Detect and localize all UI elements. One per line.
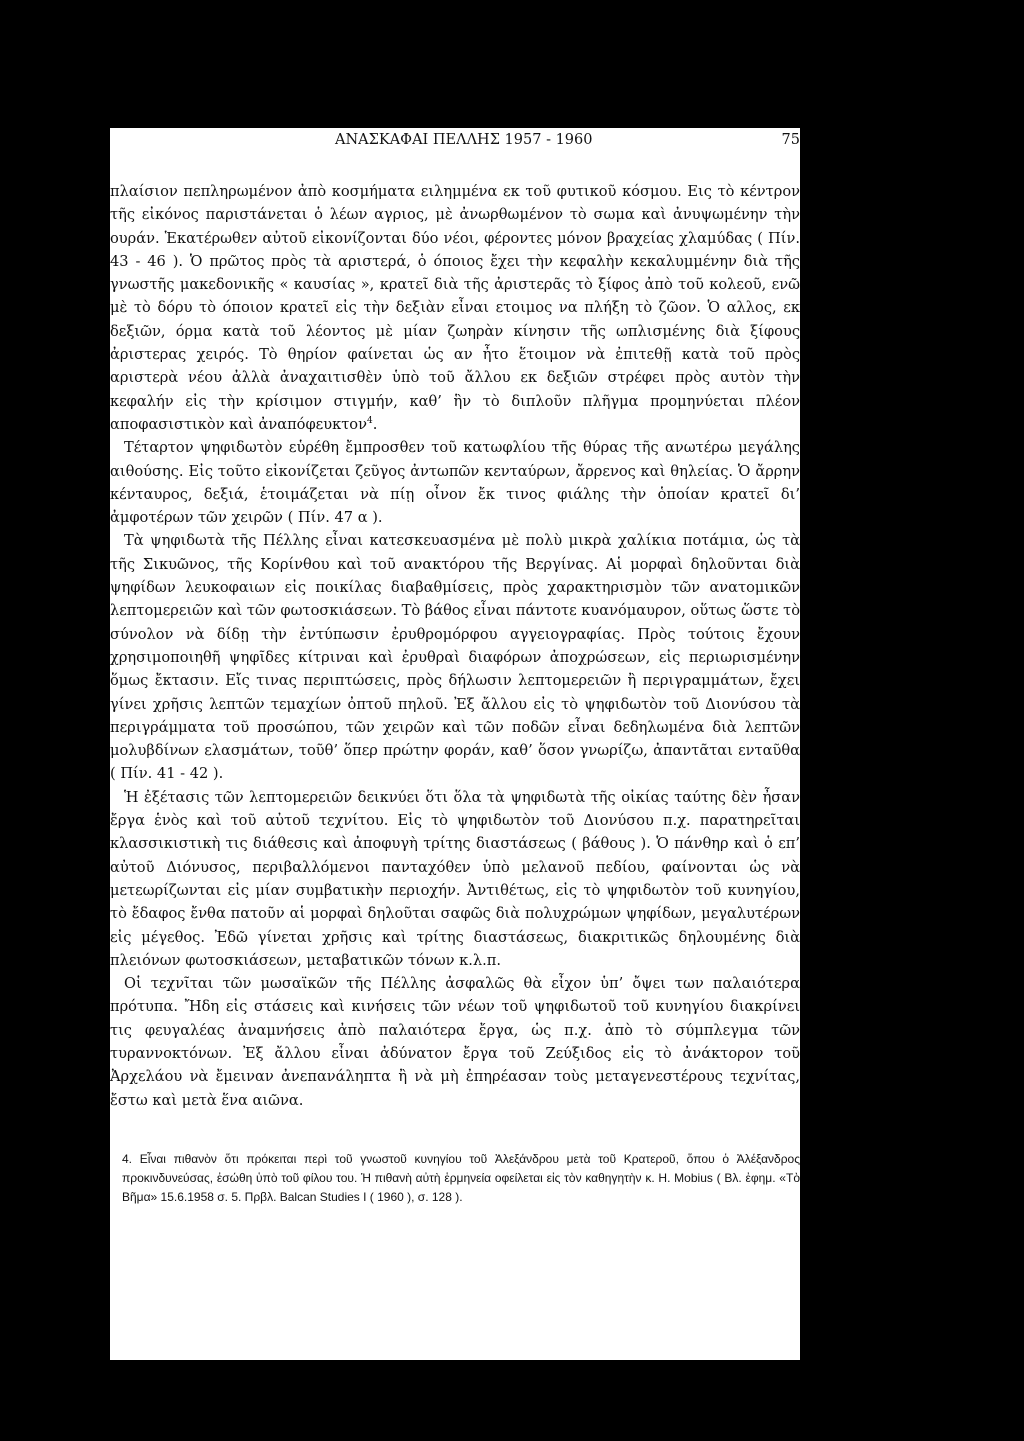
- running-header: [110, 132, 800, 156]
- paragraph-2: Τέταρτον ψηφιδωτὸν εὑρέθη ἔμπροσθεν τοῦ κατωφλίου τῆς θύρας τῆς ανωτέρω μεγάλης αιθούσης. Εἰς τοῦτο εἰκονίζεται ζεῦγος ἀντωπῶν κενταύρων, ἄρρενος καὶ θηλείας. Ὁ ἄρρην κένταυρος, δεξιά, ἑτοιμάζεται νὰ πίῃ οἶνον ἔκ τινος φιάλης τὴν ὁποίαν κρατεῖ δι’ ἀμφοτέρων τῶν χειρῶν ( Πίν. 47 α ).: [110, 439, 800, 527]
- paragraph-1: πλαίσιον πεπληρωμένον ἀπὸ κοσμήματα ειλημμένα εκ τοῦ φυτικοῦ κόσμου. Εις τὸ κέντρον τῆς εἰκόνος παριστάνεται ὁ λέων αγριος, μὲ ἀνωρθωμένον τὸ σωμα καὶ ἀνυψωμένην τὴν ουράν. Ἑκατέρωθεν αὐτοῦ εἰκονίζονται δύο νέοι, φέροντες μόνον βραχείας χλαμύδας ( Πίν. 43 - 46 ). Ὁ πρῶτος πρὸς τὰ αριστερά, ὁ όποιος ἔχει τὴν κεφαλὴν κεκαλυμμένην διὰ τῆς γνωστῆς μακεδονικῆς « καυσίας », κρατεῖ διὰ τῆς ἀριστερᾶς τὸ ξίφος ἀπὸ τοῦ κολεοῦ, ενῶ μὲ τὸ δόρυ τὸ όποιον κρατεῖ εἰς τὴν δεξιὰν εἶναι ετοιμος να πλήξη τὸ ζῶον. Ὁ αλλος, εκ δεξιῶν, όρμα κατὰ τοῦ λέοντος μὲ μίαν ζωηρὰν κίνησιν τῆς ωπλισμένης διὰ ξίφους ἀριστερας χειρός. Τὸ θηρίον φαίνεται ὡς αν ἦτο ἕτοιμον νὰ ἐπιτεθῇ κατὰ τοῦ πρὸς αριστερὰ νέου ἀλλὰ ἀναχαιτισθὲν ὑπὸ τοῦ ἄλλου εκ δεξιῶν στρέφει πρὸς αυτὸν τὴν κεφαλήν εἰς τὴν κρίσιμον στιγμήν, καθ’ ἣν τὸ διπλοῦν πλῆγμα προμηνύεται πλέον αποφασιστικὸν καὶ ἀναπόφευκτον$^4$.: [110, 183, 800, 433]
- document-page: [110, 128, 800, 1360]
- paragraph-5: Οἱ τεχνῖται τῶν μωσαϊκῶν τῆς Πέλλης ἀσφαλῶς θὰ εἶχον ὑπ’ ὄψει των παλαιότερα πρότυπα. Ἤδη εἰς στάσεις καὶ κινήσεις τῶν νέων τοῦ ψηφιδωτοῦ τοῦ κυνηγίου διακρίνει τις φευγαλέας ἀναμνήσεις ἀπὸ παλαιότερα ἔργα, ὡς π.χ. ἀπὸ τὸ σύμπλεγμα τῶν τυραννοκτόνων. Ἐξ ἄλλου εἶναι ἀδύνατον ἔργα τοῦ Ζεύξιδος εἰς τὸ ἀνάκτορον τοῦ Ἀρχελάου νὰ ἔμειναν ἀνεπανάληπτα ἢ νὰ μὴ ἐπηρέασαν τοὺς μεταγενεστέρους τεχνίτας, ἔστω καὶ μετὰ ἕνα αιῶνα.: [110, 975, 800, 1109]
- running-header-title: ΑΝΑΣΚΑΦΑΙ ΠΕΛΛΗΣ 1957 - 1960: [335, 132, 593, 148]
- paragraph-3: Τὰ ψηφιδωτὰ τῆς Πέλλης εἶναι κατεσκευασμένα μὲ πολὺ μικρὰ χαλίκια ποτάμια, ὡς τὰ τῆς Σικυῶνος, τῆς Κορίνθου καὶ τοῦ ανακτόρου τῆς Βεργίνας. Αἱ μορφαὶ δηλοῦνται διὰ ψηφίδων λευκοφαιων εἰς ποικίλας διαβαθμίσεις, πρὸς χαρακτηρισμὸν τῶν ανατομικῶν λεπτομερειῶν καὶ τῶν φωτοσκιάσεων. Τὸ βάθος εἶναι πάντοτε κυανόμαυρον, οὕτως ὥστε τὸ σύνολον νὰ δίδῃ τὴν ἐντύπωσιν ἐρυθρομόρφου αγγειογραφίας. Πρὸς τούτοις ἔχουν χρησιμοποιηθῆ ψηφῖδες κίτριναι καὶ ἐρυθραὶ διαφόρων ἀποχρώσεων, εἰς περιωρισμένην ὅμως ἔκτασιν. Εἴς τινας περιπτώσεις, πρὸς δήλωσιν λεπτομερειῶν ἢ περιγραμμάτων, ἔχει γίνει χρῆσις λεπτῶν τεμαχίων ὀπτοῦ πηλοῦ. Ἐξ ἄλλου εἰς τὸ ψηφιδωτὸν τοῦ Διονύσου τὰ περιγράμματα τοῦ προσώπου, τῶν χειρῶν καὶ τῶν ποδῶν εἶναι δεδηλωμένα διὰ λεπτῶν μολυβδίνων ελασμάτων, τοῦθ’ ὅπερ πρώτην φοράν, καθ’ ὅσον γνωρίζω, ἀπαντᾶται ενταῦθα ( Πίν. 41 - 42 ).: [110, 532, 800, 783]
- paragraph-1-text: πλαίσιον πεπληρωμένον ἀπὸ κοσμήματα ειλημμένα εκ τοῦ φυτικοῦ κόσμου. Εις τὸ κέντρον τῆς εἰκόνος παριστάνεται ὁ λέων αγριος, μὲ ἀνωρθωμένον τὸ σωμα καὶ ἀνυψωμένην τὴν ουράν. Ἑκατέρωθεν αὐτοῦ εἰκονίζονται δύο νέοι, φέροντες μόνον βραχείας χλαμύδας ( Πίν. 43 - 46 ). Ὁ πρῶτος πρὸς τὰ αριστερά, ὁ όποιος ἔχει τὴν κεφαλὴν κεκαλυμμένην διὰ τῆς γνωστῆς μακεδονικῆς « καυσίας », κρατεῖ διὰ τῆς ἀριστερᾶς τὸ ξίφος ἀπὸ τοῦ κολεοῦ, ενῶ μὲ τὸ δόρυ τὸ όποιον κρατεῖ εἰς τὴν δεξιὰν εἶναι ετοιμος να πλήξη τὸ ζῶον. Ὁ αλλος, εκ δεξιῶν, όρμα κατὰ τοῦ λέοντος μὲ μίαν ζωηρὰν κίνησιν τῆς ωπλισμένης διὰ ξίφους ἀριστερας χειρός. Τὸ θηρίον φαίνεται ὡς αν ἦτο ἕτοιμον νὰ ἐπιτεθῇ κατὰ τοῦ πρὸς αριστερὰ νέου ἀλλὰ ἀναχαιτισθὲν ὑπὸ τοῦ ἄλλου εκ δεξιῶν στρέφει πρὸς αυτὸν τὴν κεφαλήν εἰς τὴν κρίσιμον στιγμήν, καθ’ ἣν τὸ διπλοῦν πλῆγμα προμηνύεται πλέον αποφασιστικὸν καὶ ἀναπόφευκτον: [110, 183, 800, 433]
- footnote-reference: 4: [366, 416, 373, 427]
- footnote: 4. Εἶναι πιθανὸν ὅτι πρόκειται περὶ τοῦ γνωστοῦ κυνηγίου τοῦ Ἀλεξάνδρου μετὰ τοῦ Κρατεροῦ, ὅπου ὁ Ἀλέξανδρος προκινδυνεύσας, ἐσώθη ὑπὸ τοῦ φίλου του. Ἡ πιθανὴ αὐτὴ ἑρμηνεία οφείλεται εἰς τὸν καθηγητὴν κ. H. Mobius ( Βλ. ἐφημ. «Τὸ Βῆμα» 15.6.1958 σ. 5. Πρβλ. Balcan Studies I ( 1960 ), σ. 128 ).: [122, 1152, 800, 1204]
- paragraph-4: Ἡ ἐξέτασις τῶν λεπτομερειῶν δεικνύει ὅτι ὅλα τὰ ψηφιδωτὰ τῆς οἰκίας ταύτης δὲν ἦσαν ἔργα ἑνὸς καὶ τοῦ αὐτοῦ τεχνίτου. Εἰς τὸ ψηφιδωτὸν τοῦ Διονύσου π.χ. παρατηρεῖται κλασσικιστικὴ τις διάθεσις καὶ ἀποφυγὴ τρίτης διαστάσεως ( βάθους ). Ὁ πάνθηρ καὶ ὁ επ’ αὐτοῦ Διόνυσος, περιβαλλόμενοι πανταχόθεν ὑπὸ μελανοῦ πεδίου, φαίνονται ὡς νὰ μετεωρίζωνται εἰς μίαν συμβατικὴν περιοχήν. Ἀντιθέτως, εἰς τὸ ψηφιδωτὸν τοῦ κυνηγίου, τὸ ἔδαφος ἔνθα πατοῦν αἱ μορφαὶ δηλοῦται σαφῶς διὰ πολυχρώμων ψηφίδων, μεγαλυτέρων εἰς μέγεθος. Ἐδῶ γίνεται χρῆσις καὶ τρίτης διαστάσεως, διακριτικῶς δηλουμένης διὰ πλειόνων φωτοσκιάσεων, μεταβατικῶν τόνων κ.λ.π.: [110, 788, 800, 969]
- page-number: 75: [781, 132, 800, 148]
- body-text: [110, 180, 800, 1112]
